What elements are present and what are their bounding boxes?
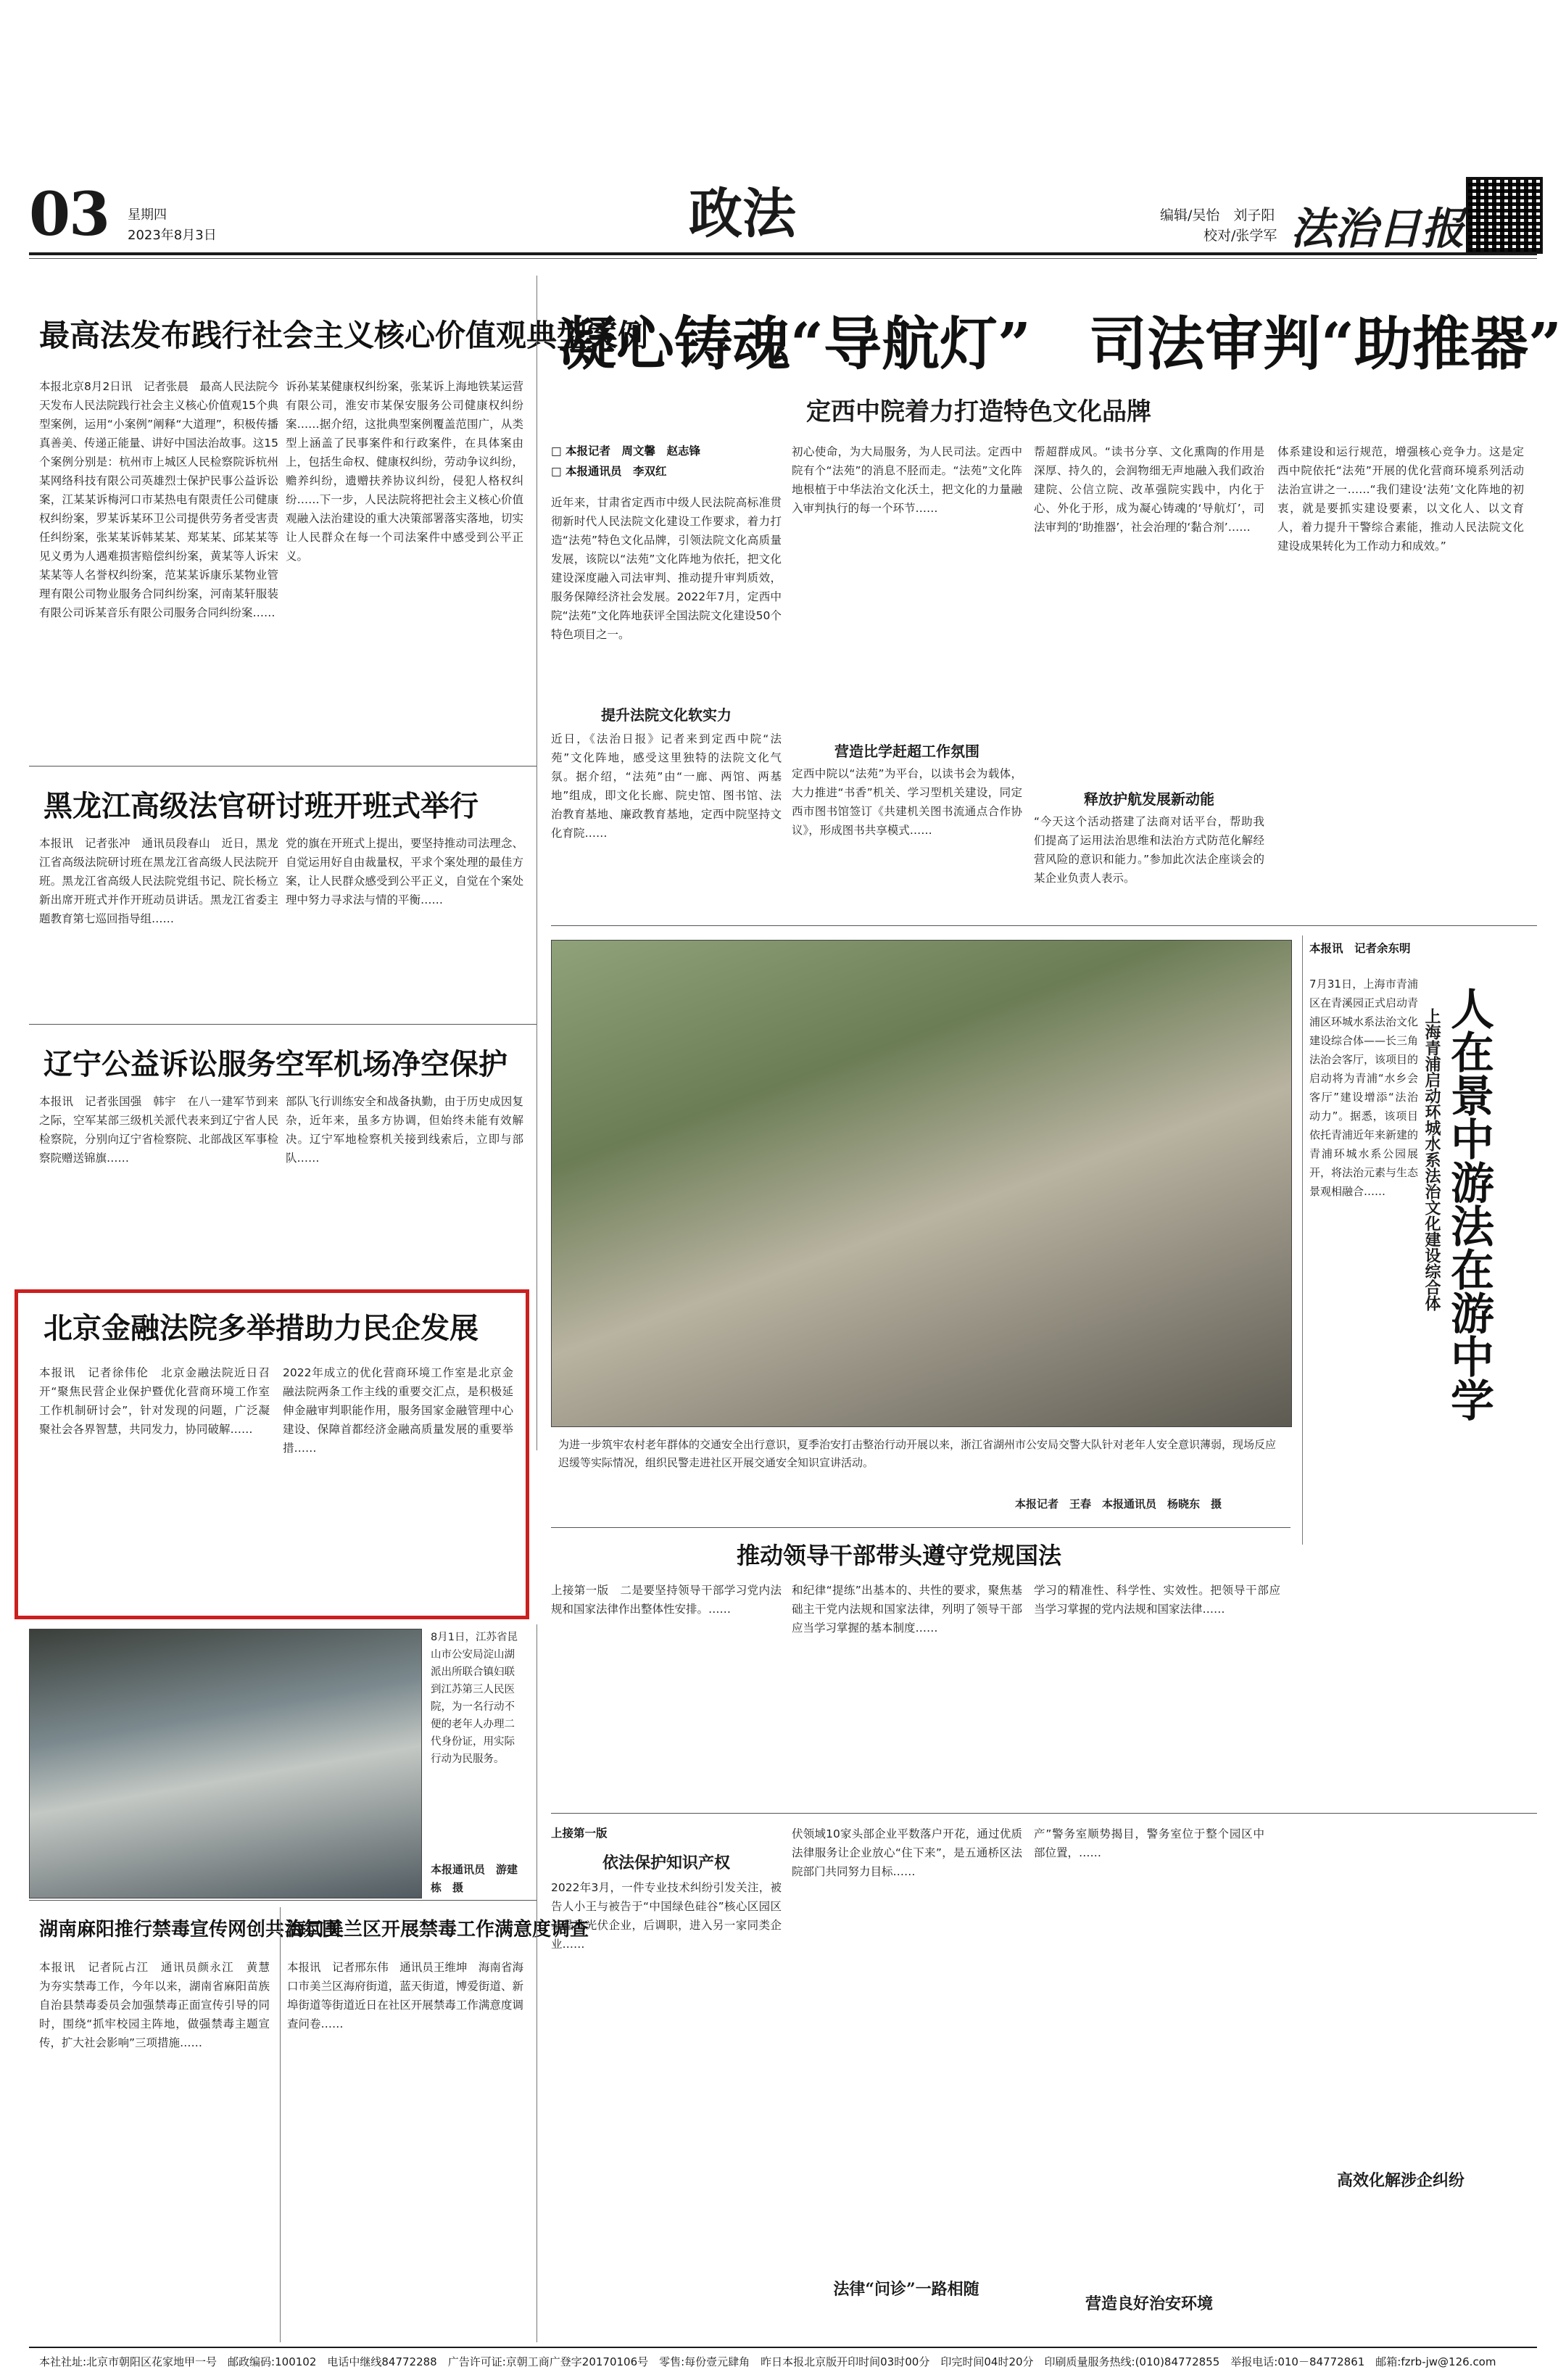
beijing-col1: 本报讯 记者徐伟伦 北京金融法院近日召开“聚焦民营企业保护暨优化营商环境工作室工作机制研讨会”，针对发现的问题，广泛凝聚社会各界智慧，共同发力，协同破解…… [39,1366,270,1436]
headline-core-values: 最高法发布践行社会主义核心价值观典型案例 [39,318,649,353]
lead-byline-reporters: □ 本报记者 周文馨 赵志锋 [551,445,701,458]
lead-photo-credit: 本报记者 王春 本报通讯员 杨晓东 摄 [1015,1497,1222,1511]
ip-subhead-security: 营造良好治安环境 [1085,2294,1213,2313]
lead-subhead-2: 营造比学赶超工作氛围 [834,743,979,760]
ip-col2: 伏领域10家头部企业平数落户开花，通过优质法律服务让企业放心“住下来”，是五通桥区法院部门共同努力目标…… [792,1827,1022,1878]
lead-col2b: 定西中院以“法苑”为平台，以读书会为载体，大力推进“书香”机关、学习型机关建设，同定西市图书馆签订《共建机关图书流通点合作协议》，形成图书共享模式…… [792,767,1022,837]
photo-kunshan-id-card [29,1629,422,1898]
proofreader-line: 校对/张学军 [1204,228,1277,244]
shanghai-subtitle: 上海青浦启动环城水系法治文化建设综合体 [1422,1008,1441,1311]
ip-subhead: 依法保护知识产权 [602,1854,730,1872]
photo-kunshan-credit: 本报通讯员 游建栋 摄 [431,1863,518,1894]
section-name: 政法 [689,183,796,245]
lead-byline-correspondent: □ 本报通讯员 李双红 [551,465,667,478]
party-rules-col1: 上接第一版 二是要坚持领导干部学习党内法规和国家法律作出整体性安排。…… [551,1584,782,1616]
headline-haikou: 海口美兰区开展禁毒工作满意度调查 [287,1919,589,1941]
lead-col3: 帮超群成风。“读书分享、文化熏陶的作用是深厚、持久的，会润物细无声地融入我们政治建院、公信立院、改革强院实践中，内化于心、外化于形，成为凝心铸魂的‘导航灯’，司法审判的‘助推器’，社会治理的‘黏合剂’…… [1034,445,1264,534]
lead-col4: 体系建设和运行规范，增强核心竞争力。这是定西中院依托“法苑”开展的优化营商环境系列活动法治宣讲之一……“我们建设‘法苑’文化阵地的初衷，就是要抓实建设要素，以文化人、以文育人，着力提升干警综合素能，推动人民法院文化建设成果转化为工作动力和成效。” [1277,445,1524,553]
ip-subhead-inquiry: 法律“问诊”一路相随 [833,2280,979,2299]
heilongjiang-col2: 党的旗在开班式上提出，要坚持推动司法理念、自觉运用好自由裁量权，平求个案处理的最佳方案，让人民群众感受到公平正义，自觉在个案处理中努力寻求法与情的平衡…… [286,837,523,906]
lead-subtitle: 定西中院着力打造特色文化品牌 [806,397,1151,426]
headline-hunan: 湖南麻阳推行禁毒宣传网创共治氛围 [39,1919,341,1941]
photo-kunshan-caption: 8月1日，江苏省昆山市公安局淀山湖派出所联合镇妇联到江苏第三人民医院，为一名行动不便的老年人办理二代身份证，用实际行动为民服务。 [431,1632,518,1765]
party-rules-col2: 和纪律“提练”出基本的、共性的要求，聚焦基础主干党内法规和国家法律，列明了领导干部应当学习掌握的基本制度…… [792,1584,1022,1635]
lead-col2: 初心使命，为大局服务，为人民司法。定西中院有个“法苑”的消息不胫而走。“法苑”文化阵地根植于中华法治文化沃土，把文化的力量融入审判执行的每一个环节…… [792,445,1022,515]
issue-date: 2023年8月3日 [128,228,217,243]
hunan-body: 本报讯 记者阮占江 通讯员颜永江 黄慧 为夯实禁毒工作，今年以来，湖南省麻阳苗族自治县禁毒委员会加强禁毒正面宣传引导的同时，围绕“抓牢校园主阵地，做强禁毒主题宣传，扩大社会影响”三项措施…… [39,1961,281,2049]
headline-liaoning: 辽宁公益诉讼服务空军机场净空保护 [44,1047,508,1081]
newspaper-logo: 法治日报 [1290,204,1464,255]
lead-headline: 凝心铸魂“导航灯” 司法审判“助推器” [558,310,1562,378]
headline-heilongjiang: 黑龙江高级法官研讨班开班式举行 [44,789,478,823]
footer-imprint: 本社社址:北京市朝阳区花家地甲一号 邮政编码:100102 电话中继线84772288 广告许可证:京朝工商广登字20170106号 零售:每份壹元肆角 昨日本报北京版开印时间03时00分 印完时间04时20分 印刷质量服务热线:(010)84772855 举报电话:010－84772861 邮箱:fzrb-jw@126.com [39,2355,1496,2368]
shanghai-byline: 本报讯 记者余东明 [1309,942,1411,955]
headline-party-rules: 推动领导干部带头遵守党规国法 [737,1542,1062,1569]
article-core-values-col1: 本报北京8月2日讯 记者张晨 最高人民法院今天发布人民法院践行社会主义核心价值观15个典型案例，运用“小案例”阐释“大道理”，积极传播真善美、传递正能量、讲好中国法治故事。这15个案例分别是：杭州市上城区人民检察院诉杭州某网络科技有限公司英雄烈士保护民事公益诉讼案，江某某诉梅河口市某热电有限责任公司健康权纠纷案，罗某诉某环卫公司提供劳务者受害责任纠纷案，张某某诉韩某某、郑某某、邱某某等见义勇为人遇难损害赔偿纠纷案，黄某等人诉宋某某等人名誉权纠纷案，范某某诉康乐某物业管理有限公司物业服务合同纠纷案，河南某轩服装有限公司诉某音乐有限公司服务合同纠纷案…… [39,380,278,619]
liaoning-col1: 本报讯 记者张国强 韩宇 在八一建军节到来之际，空军某部三级机关派代表来到辽宁省人民检察院，分别向辽宁省检察院、北部战区军事检察院赠送锦旗…… [39,1095,278,1165]
lead-col1b: 近日，《法治日报》记者来到定西中院“法苑”文化阵地，感受这里独特的法院文化气氛。据介绍，“法苑”由“一廊、两馆、两基地”组成，即文化长廊、院史馆、图书馆、法治教育基地、廉政教育基地，定西中院坚持文化育院…… [551,732,782,840]
qr-code-icon [1466,177,1543,254]
lead-subhead-3: 释放护航发展新动能 [1084,790,1214,808]
lead-photo-traffic-safety [551,940,1292,1427]
heilongjiang-col1: 本报讯 记者张冲 通讯员段春山 近日，黑龙江省高级法院研讨班在黑龙江省高级人民法院开班。黑龙江省高级人民法院党组书记、院长杨立新出席开班式并作开班动员讲话。黑龙江省委主题教育第七巡回指导组…… [39,837,278,925]
weekday: 星期四 [128,207,167,223]
ip-kicker: 上接第一版 [551,1827,608,1840]
page-number: 03 [29,180,109,249]
ip-col1: 2022年3月，一件专业技术纠纷引发关注，被告人小王与被告于“中国绿色硅谷”核心区园区某晶硅光伏企业，后调职，进入另一家同类企业…… [551,1881,782,1951]
lead-subhead-1: 提升法院文化软实力 [601,706,732,724]
lead-col1: 近年来，甘肃省定西市中级人民法院高标准贯彻新时代人民法院文化建设工作要求，着力打造“法苑”特色文化品牌，引领法院文化高质量发展，该院以“法苑”文化阵地为依托，把文化建设深度融入司法审判、推动提升审判质效，服务保障经济社会发展。2022年7月，定西中院“法苑”文化阵地获评全国法院文化建设50个特色项目之一。 [551,496,782,641]
ip-subhead-disputes: 高效化解涉企纠纷 [1336,2171,1464,2190]
lead-photo-caption: 为进一步筑牢农村老年群体的交通安全出行意识，夏季治安打击整治行动开展以来，浙江省湖州市公安局交警大队针对老年人安全意识薄弱，现场反应迟缓等实际情况，组织民警走进社区开展交通安全知识宣讲活动。 [558,1438,1277,1469]
editor-line: 编辑/吴怡 刘子阳 [1160,207,1275,223]
ip-col3: 产”警务室顺势揭目，警务室位于整个园区中部位置，…… [1034,1827,1264,1859]
liaoning-col2: 部队飞行训练安全和战备执勤，由于历史成因复杂，近年来，虽多方协调，但始终未能有效解决。辽宁军地检察机关接到线索后，立即与部队…… [286,1095,523,1165]
shanghai-body: 7月31日，上海市青浦区在青溪园正式启动青浦区环城水系法治文化建设综合体——长三角法治会客厅，该项目的启动将为青浦“水乡会客厅”建设增添“法治动力”。据悉，该项目依托青浦近年来新建的青浦环城水系公园展开，将法治元素与生态景观相融合…… [1309,978,1419,1198]
headline-shanghai: 人在景中游法在游中学 [1443,986,1494,1421]
headline-beijing: 北京金融法院多举措助力民企发展 [44,1311,478,1345]
haikou-body: 本报讯 记者邢东伟 通讯员王维坤 海南省海口市美兰区海府街道，蓝天街道，博爱街道、新埠街道等街道近日在社区开展禁毒工作满意度调查问卷…… [287,1961,523,2030]
party-rules-col3: 学习的精准性、科学性、实效性。把领导干部应当学习掌握的党内法规和国家法律…… [1034,1584,1280,1616]
lead-col3b: “今天这个活动搭建了法商对话平台，帮助我们提高了运用法治思维和法治方式防范化解经营风险的意识和能力。”参加此次法企座谈会的某企业负责人表示。 [1034,815,1264,885]
shanghai-body-cont [1309,1537,1527,1755]
article-core-values-col2: 诉孙某某健康权纠纷案，张某诉上海地铁某运营有限公司，淮安市某保安服务公司健康权纠纷案……据介绍，这批典型案例覆盖范围广，从类型上涵盖了民事案件和行政案件，在具体案由上，包括生命权、健康权纠纷，劳动争议纠纷，赡养纠纷，遗赠扶养协议纠纷，侵犯人格权纠纷……下一步，人民法院将把社会主义核心价值观融入法治建设的重大决策部署落实落地，切实让人民群众在每一个司法案件中感受到公平正义。 [286,380,523,563]
beijing-col2: 2022年成立的优化营商环境工作室是北京金融法院两条工作主线的重要交汇点，是积极延伸金融审判职能作用，服务国家金融管理中心建设、保障首都经济金融高质量发展的重要举措…… [283,1366,513,1455]
